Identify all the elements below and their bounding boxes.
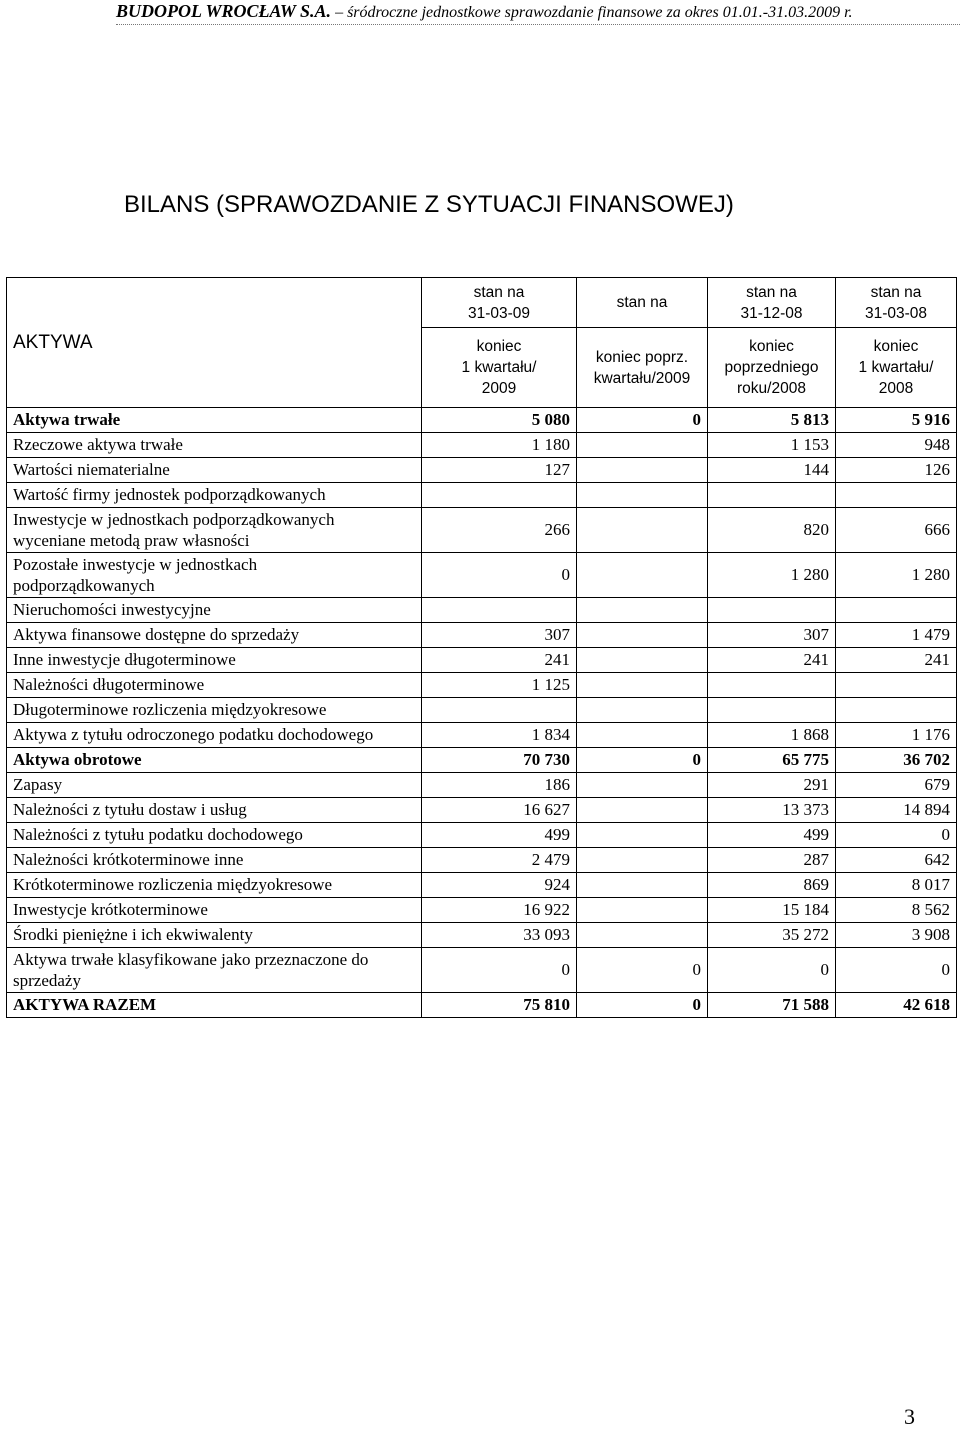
value-cell: 1 153 xyxy=(708,433,836,458)
value-cell: 499 xyxy=(708,823,836,848)
value-cell: 679 xyxy=(836,773,957,798)
row-label: Aktywa z tytułu odroczonego podatku dochodowego xyxy=(7,723,422,748)
value-cell xyxy=(577,798,708,823)
table-row xyxy=(7,798,957,823)
value-cell: 1 834 xyxy=(422,723,577,748)
col-header-top-1 xyxy=(422,278,577,328)
row-label xyxy=(7,508,422,553)
value-cell xyxy=(577,673,708,698)
col-header-line: koniec xyxy=(476,338,522,355)
page-header xyxy=(116,0,960,24)
col-header-line: stan na xyxy=(473,283,525,301)
value-cell xyxy=(577,623,708,648)
col-header-bottom-3 xyxy=(708,328,836,408)
row-label: Rzeczowe aktywa trwałe xyxy=(7,433,422,458)
row-label: Inne inwestycje długoterminowe xyxy=(7,648,422,673)
table-row xyxy=(7,553,957,598)
value-cell xyxy=(708,673,836,698)
value-cell: 14 894 xyxy=(836,798,957,823)
table-row xyxy=(7,483,957,508)
header-divider xyxy=(116,24,960,25)
value-cell xyxy=(577,433,708,458)
value-cell xyxy=(577,648,708,673)
row-label-line: Aktywa trwałe klasyfikowane jako przeznaczone do xyxy=(13,950,369,969)
col-header-line: kwartału/2009 xyxy=(593,369,691,387)
table-row xyxy=(7,623,957,648)
row-label-line: sprzedaży xyxy=(13,971,81,990)
row-label: Krótkoterminowe rozliczenia międzyokresowe xyxy=(7,873,422,898)
value-cell xyxy=(577,458,708,483)
col-header-line: 31-12-08 xyxy=(740,304,803,322)
value-cell: 0 xyxy=(836,948,957,993)
col-header-top-2 xyxy=(577,278,708,328)
col-header-line: stan na xyxy=(870,283,922,301)
row-label: Aktywa trwałe xyxy=(7,408,422,433)
value-cell xyxy=(708,698,836,723)
company-name: BUDOPOL WROCŁAW S.A. xyxy=(116,1,332,21)
value-cell: 3 908 xyxy=(836,923,957,948)
table-row xyxy=(7,673,957,698)
value-cell xyxy=(577,923,708,948)
col-header-top-3 xyxy=(708,278,836,328)
value-cell xyxy=(577,723,708,748)
col-header-bottom-2 xyxy=(577,328,708,408)
value-cell: 70 730 xyxy=(422,748,577,773)
header-row-dates xyxy=(7,278,957,328)
table-row xyxy=(7,598,957,623)
row-label: Wartość firmy jednostek podporządkowanych xyxy=(7,483,422,508)
row-label: AKTYWA RAZEM xyxy=(7,993,422,1018)
value-cell: 287 xyxy=(708,848,836,873)
value-cell: 820 xyxy=(708,508,836,553)
row-label: Aktywa finansowe dostępne do sprzedaży xyxy=(7,623,422,648)
value-cell xyxy=(836,483,957,508)
table-row xyxy=(7,993,957,1018)
value-cell: 0 xyxy=(422,948,577,993)
col-header-line: stan na xyxy=(746,283,797,301)
value-cell: 42 618 xyxy=(836,993,957,1018)
value-cell: 36 702 xyxy=(836,748,957,773)
balance-sheet-table xyxy=(6,277,957,1018)
value-cell: 15 184 xyxy=(708,898,836,923)
row-label: Długoterminowe rozliczenia międzyokresowe xyxy=(7,698,422,723)
value-cell xyxy=(708,483,836,508)
col-header-bottom-1 xyxy=(422,328,577,408)
table-row xyxy=(7,458,957,483)
col-header-line: 2008 xyxy=(878,380,914,397)
table-row xyxy=(7,898,957,923)
row-label-line: Pozostałe inwestycje w jednostkach xyxy=(13,555,258,574)
value-cell xyxy=(577,698,708,723)
row-label: Inwestycje krótkoterminowe xyxy=(7,898,422,923)
table-row xyxy=(7,723,957,748)
value-cell: 16 922 xyxy=(422,898,577,923)
value-cell: 1 176 xyxy=(836,723,957,748)
value-cell: 0 xyxy=(577,748,708,773)
value-cell xyxy=(577,873,708,898)
value-cell: 241 xyxy=(422,648,577,673)
value-cell: 0 xyxy=(577,948,708,993)
value-cell: 307 xyxy=(708,623,836,648)
value-cell xyxy=(836,673,957,698)
table-row xyxy=(7,648,957,673)
col-header-line: 1 kwartału/ xyxy=(858,359,934,376)
value-cell xyxy=(422,698,577,723)
value-cell: 16 627 xyxy=(422,798,577,823)
value-cell: 5 080 xyxy=(422,408,577,433)
table-row xyxy=(7,848,957,873)
value-cell: 8 017 xyxy=(836,873,957,898)
value-cell xyxy=(577,483,708,508)
col-header-line: 2009 xyxy=(481,380,517,397)
col-header-line: 1 kwartału/ xyxy=(461,359,537,376)
row-label: Środki pieniężne i ich ekwiwalenty xyxy=(7,923,422,948)
value-cell: 0 xyxy=(422,553,577,598)
table-row xyxy=(7,748,957,773)
value-cell xyxy=(577,773,708,798)
value-cell xyxy=(577,898,708,923)
value-cell: 291 xyxy=(708,773,836,798)
table-row xyxy=(7,823,957,848)
value-cell xyxy=(422,483,577,508)
col-header-bottom-4 xyxy=(836,328,957,408)
value-cell: 8 562 xyxy=(836,898,957,923)
row-label: Aktywa obrotowe xyxy=(7,748,422,773)
table-row xyxy=(7,873,957,898)
value-cell: 33 093 xyxy=(422,923,577,948)
row-label-line: Inwestycje w jednostkach podporządkowanych xyxy=(13,510,335,529)
row-label: Należności krótkoterminowe inne xyxy=(7,848,422,873)
value-cell: 75 810 xyxy=(422,993,577,1018)
value-cell: 948 xyxy=(836,433,957,458)
value-cell: 1 125 xyxy=(422,673,577,698)
corner-label: AKTYWA xyxy=(7,278,422,408)
value-cell: 126 xyxy=(836,458,957,483)
value-cell: 924 xyxy=(422,873,577,898)
value-cell: 1 479 xyxy=(836,623,957,648)
value-cell: 307 xyxy=(422,623,577,648)
col-header-line: koniec xyxy=(873,338,919,355)
row-label-line: wyceniane metodą praw własności xyxy=(13,531,250,550)
value-cell: 0 xyxy=(836,823,957,848)
value-cell: 1 868 xyxy=(708,723,836,748)
value-cell: 71 588 xyxy=(708,993,836,1018)
row-label-line: podporządkowanych xyxy=(13,576,155,595)
value-cell: 5 916 xyxy=(836,408,957,433)
balance-sheet-body xyxy=(7,278,957,1018)
value-cell: 642 xyxy=(836,848,957,873)
value-cell: 35 272 xyxy=(708,923,836,948)
value-cell xyxy=(577,823,708,848)
row-label: Zapasy xyxy=(7,773,422,798)
page-title: BILANS (SPRAWOZDANIE Z SYTUACJI FINANSOWEJ) xyxy=(124,191,734,218)
row-label: Należności z tytułu podatku dochodowego xyxy=(7,823,422,848)
row-label: Nieruchomości inwestycyjne xyxy=(7,598,422,623)
page-number: 3 xyxy=(904,1404,915,1429)
row-label: Należności z tytułu dostaw i usług xyxy=(7,798,422,823)
value-cell: 144 xyxy=(708,458,836,483)
value-cell xyxy=(577,508,708,553)
row-label xyxy=(7,553,422,598)
value-cell: 13 373 xyxy=(708,798,836,823)
col-header-top-4 xyxy=(836,278,957,328)
table-row xyxy=(7,773,957,798)
table-row xyxy=(7,408,957,433)
value-cell: 0 xyxy=(708,948,836,993)
table-row xyxy=(7,508,957,553)
table-row xyxy=(7,923,957,948)
value-cell xyxy=(836,698,957,723)
table-row xyxy=(7,698,957,723)
value-cell: 2 479 xyxy=(422,848,577,873)
row-label xyxy=(7,948,422,993)
col-header-line: 31-03-09 xyxy=(467,304,531,322)
value-cell: 241 xyxy=(708,648,836,673)
value-cell xyxy=(577,598,708,623)
value-cell xyxy=(577,553,708,598)
row-label: Należności długoterminowe xyxy=(7,673,422,698)
report-period: – śródroczne jednostkowe sprawozdanie finansowe za okres 01.01.-31.03.2009 r. xyxy=(331,4,853,21)
value-cell: 869 xyxy=(708,873,836,898)
table-row xyxy=(7,948,957,993)
col-header-line: stan na xyxy=(616,294,668,311)
value-cell: 241 xyxy=(836,648,957,673)
value-cell: 1 280 xyxy=(836,553,957,598)
row-label: Wartości niematerialne xyxy=(7,458,422,483)
value-cell: 266 xyxy=(422,508,577,553)
value-cell xyxy=(836,598,957,623)
col-header-line: koniec poprz. xyxy=(595,348,689,366)
value-cell: 0 xyxy=(577,408,708,433)
value-cell xyxy=(708,598,836,623)
value-cell xyxy=(422,598,577,623)
value-cell: 127 xyxy=(422,458,577,483)
value-cell: 666 xyxy=(836,508,957,553)
col-header-line: koniec xyxy=(749,338,794,355)
col-header-line: poprzedniego xyxy=(724,359,819,376)
col-header-line: 31-03-08 xyxy=(864,304,928,322)
value-cell: 1 280 xyxy=(708,553,836,598)
value-cell: 186 xyxy=(422,773,577,798)
col-header-line: roku/2008 xyxy=(737,380,806,397)
value-cell: 65 775 xyxy=(708,748,836,773)
value-cell: 5 813 xyxy=(708,408,836,433)
value-cell: 499 xyxy=(422,823,577,848)
table-row xyxy=(7,433,957,458)
value-cell: 1 180 xyxy=(422,433,577,458)
value-cell: 0 xyxy=(577,993,708,1018)
value-cell xyxy=(577,848,708,873)
